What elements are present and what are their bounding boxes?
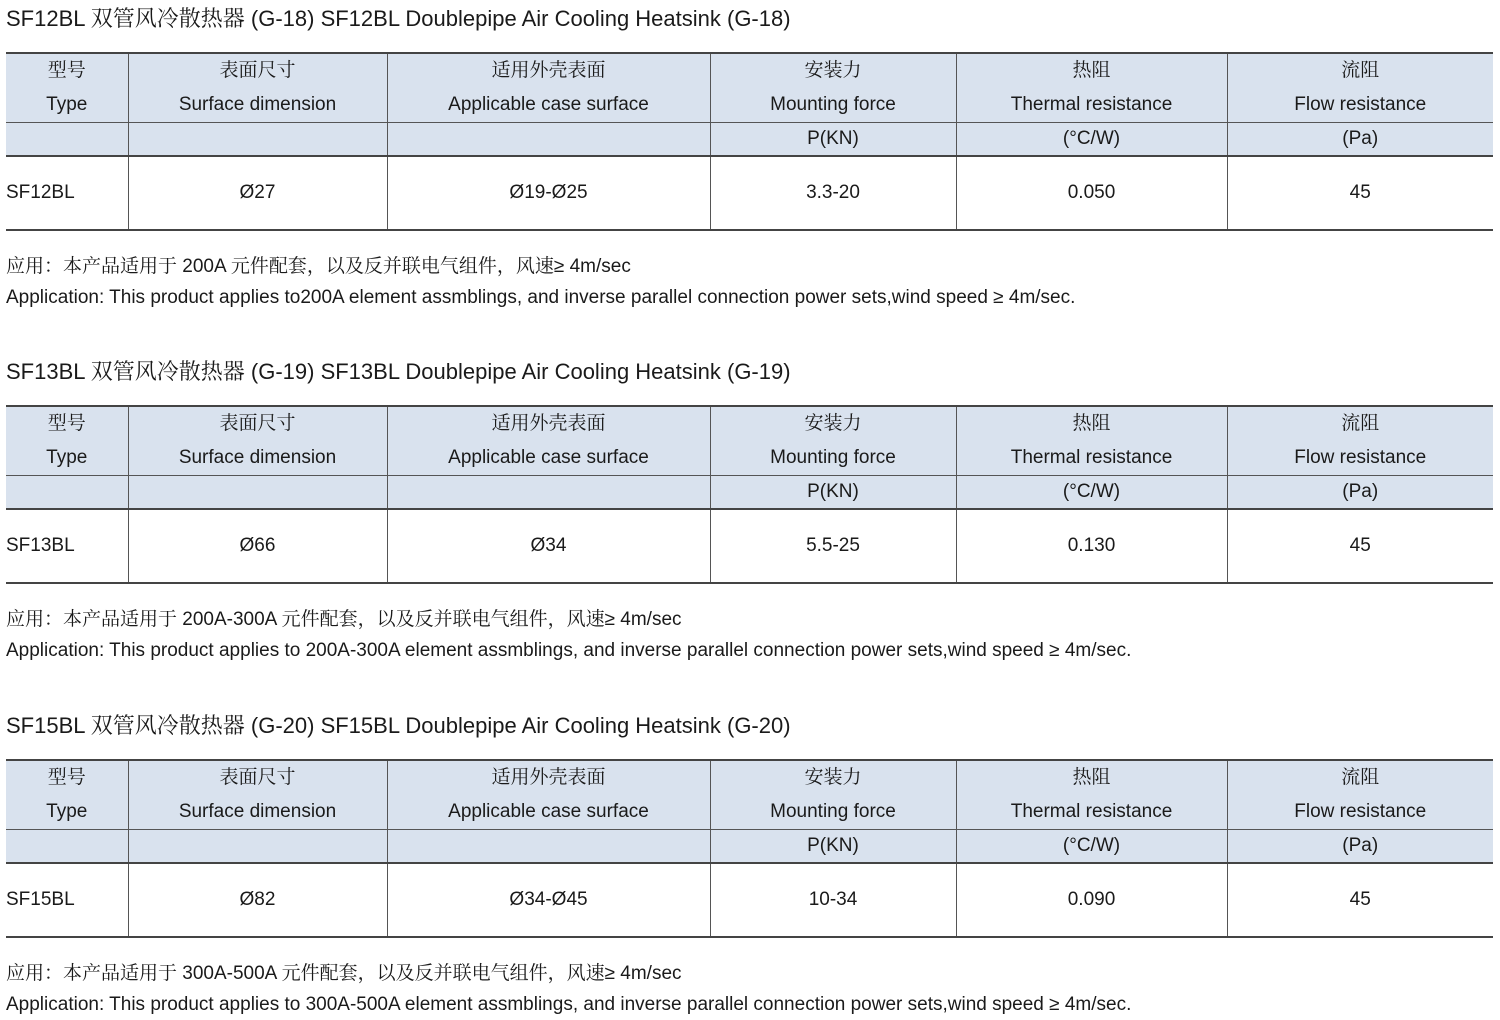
header-surface: 表面尺寸 Surface dimension [128,406,387,476]
header-row [6,760,1493,830]
header-surface: 表面尺寸 Surface dimension [128,53,387,123]
header-type: 型号 Type [6,53,128,123]
unit-force: P(KN) [710,123,956,157]
unit-force: P(KN) [710,830,956,864]
header-flow: 流阻 Flow resistance [1227,53,1493,123]
application-note [6,958,1493,1020]
header-row [6,406,1493,476]
header-flow: 流阻 Flow resistance [1227,760,1493,830]
unit-flow: (Pa) [1227,476,1493,510]
header-surface: 表面尺寸 Surface dimension [128,760,387,830]
cell-model: SF13BL [6,509,128,583]
section-title: SF12BL 双管风冷散热器 (G-18) SF12BL Doublepipe Air Cooling Heatsink (G-18) [6,6,791,31]
application-en: Application: This product applies to 300A-500A element assmblings, and inverse parallel connection power sets,wind speed ≥ 4m/sec. [6,994,1132,1015]
application-cn: 应用：本产品适用于 200A 元件配套，以及反并联电气组件，风速≥ 4m/sec [6,256,631,277]
header-type: 型号 Type [6,406,128,476]
cell-case: Ø34 [387,509,710,583]
cell-surface: Ø66 [128,509,387,583]
cell-thermal: 0.090 [956,863,1227,937]
header-row [6,53,1493,123]
application-note [6,251,1493,313]
header-case: 适用外壳表面 Applicable case surface [387,406,710,476]
unit-force: P(KN) [710,476,956,510]
cell-case: Ø34-Ø45 [387,863,710,937]
unit-row [6,830,1493,864]
section-title: SF15BL 双管风冷散热器 (G-20) SF15BL Doublepipe Air Cooling Heatsink (G-20) [6,713,791,738]
header-force: 安装力 Mounting force [710,760,956,830]
unit-row [6,476,1493,510]
table-row [6,509,1493,583]
cell-thermal: 0.130 [956,509,1227,583]
cell-surface: Ø27 [128,156,387,230]
header-case: 适用外壳表面 Applicable case surface [387,53,710,123]
table-row [6,156,1493,230]
header-thermal: 热阻 Thermal resistance [956,53,1227,123]
header-force: 安装力 Mounting force [710,406,956,476]
unit-flow: (Pa) [1227,830,1493,864]
unit-flow: (Pa) [1227,123,1493,157]
header-force: 安装力 Mounting force [710,53,956,123]
unit-row [6,123,1493,157]
unit-case [387,830,710,864]
heatsink-section-sf15bl [6,711,1493,1020]
unit-type [6,830,128,864]
application-en: Application: This product applies to200A element assmblings, and inverse parallel connection power sets,wind speed ≥ 4m/sec. [6,287,1076,308]
application-note [6,604,1493,666]
unit-type [6,476,128,510]
cell-force: 3.3-20 [710,156,956,230]
unit-surface [128,476,387,510]
header-flow: 流阻 Flow resistance [1227,406,1493,476]
table-row [6,863,1493,937]
cell-thermal: 0.050 [956,156,1227,230]
header-case: 适用外壳表面 Applicable case surface [387,760,710,830]
unit-thermal: (°C/W) [956,830,1227,864]
cell-force: 10-34 [710,863,956,937]
header-type: 型号 Type [6,760,128,830]
unit-type [6,123,128,157]
application-en: Application: This product applies to 200A-300A element assmblings, and inverse parallel connection power sets,wind speed ≥ 4m/sec. [6,640,1132,661]
cell-force: 5.5-25 [710,509,956,583]
cell-flow: 45 [1227,509,1493,583]
unit-surface [128,123,387,157]
spec-table [6,52,1493,231]
spec-table [6,759,1493,938]
heatsink-section-sf12bl [6,4,1493,313]
section-title: SF13BL 双管风冷散热器 (G-19) SF13BL Doublepipe Air Cooling Heatsink (G-19) [6,359,791,384]
cell-model: SF15BL [6,863,128,937]
heatsink-section-sf13bl [6,357,1493,666]
unit-thermal: (°C/W) [956,476,1227,510]
application-cn: 应用：本产品适用于 200A-300A 元件配套，以及反并联电气组件，风速≥ 4m/sec [6,609,682,630]
cell-flow: 45 [1227,863,1493,937]
cell-flow: 45 [1227,156,1493,230]
unit-thermal: (°C/W) [956,123,1227,157]
header-thermal: 热阻 Thermal resistance [956,406,1227,476]
unit-case [387,476,710,510]
application-cn: 应用：本产品适用于 300A-500A 元件配套，以及反并联电气组件，风速≥ 4m/sec [6,963,682,984]
unit-case [387,123,710,157]
cell-case: Ø19-Ø25 [387,156,710,230]
unit-surface [128,830,387,864]
spec-table [6,405,1493,584]
cell-surface: Ø82 [128,863,387,937]
cell-model: SF12BL [6,156,128,230]
header-thermal: 热阻 Thermal resistance [956,760,1227,830]
